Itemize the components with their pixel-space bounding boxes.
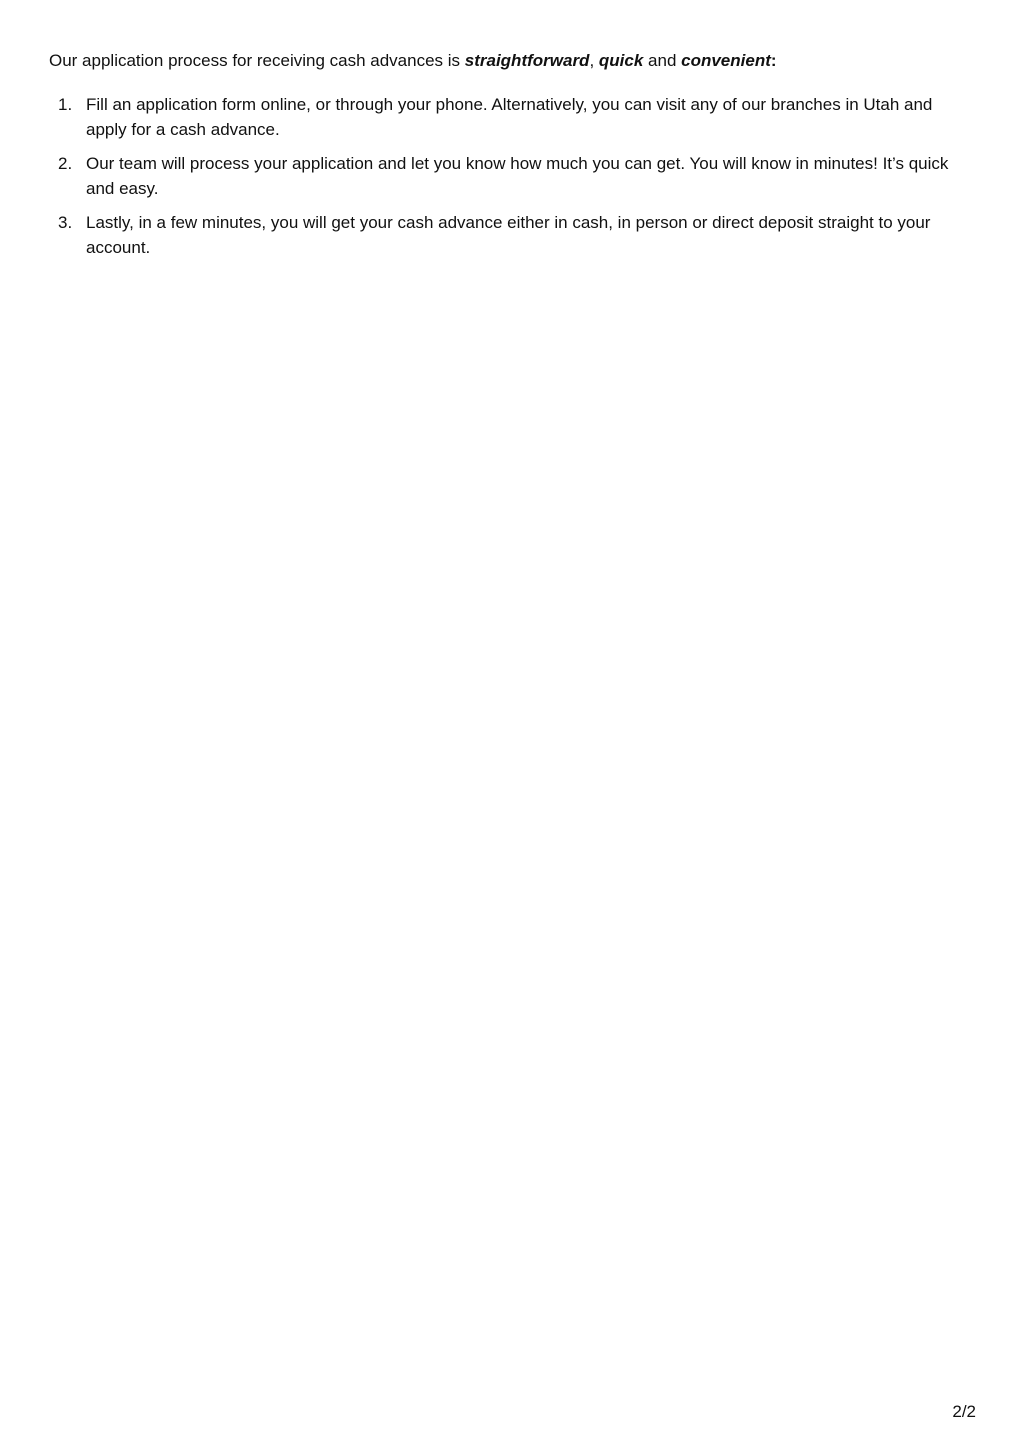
intro-lead: Our application process for receiving cash advances is: [49, 51, 465, 70]
step-number: 3.: [58, 213, 73, 232]
intro-colon: :: [770, 51, 777, 70]
step-text: Our team will process your application and let you know how much you can get. You will know in minutes! It’s quick and easy.: [86, 154, 949, 198]
step-number: 1.: [58, 95, 73, 114]
step-text: Fill an application form online, or through your phone. Alternatively, you can visit any of our branches in Utah and apply for a cash advance.: [86, 95, 933, 139]
page-number: 2/2: [952, 1402, 976, 1421]
intro-separator: and: [643, 51, 682, 70]
list-item: [49, 92, 969, 142]
list-item: [49, 210, 969, 260]
step-number: 2.: [58, 154, 73, 173]
term-convenient: convenient: [681, 51, 771, 70]
list-item: [49, 151, 969, 201]
intro-separator: ,: [589, 51, 599, 70]
term-quick: quick: [598, 51, 644, 70]
application-steps-list: [49, 92, 969, 269]
term-straightforward: straightforward: [464, 51, 590, 70]
intro-paragraph: [49, 49, 989, 73]
step-text: Lastly, in a few minutes, you will get your cash advance either in cash, in person or direct deposit straight to your account.: [86, 213, 931, 257]
